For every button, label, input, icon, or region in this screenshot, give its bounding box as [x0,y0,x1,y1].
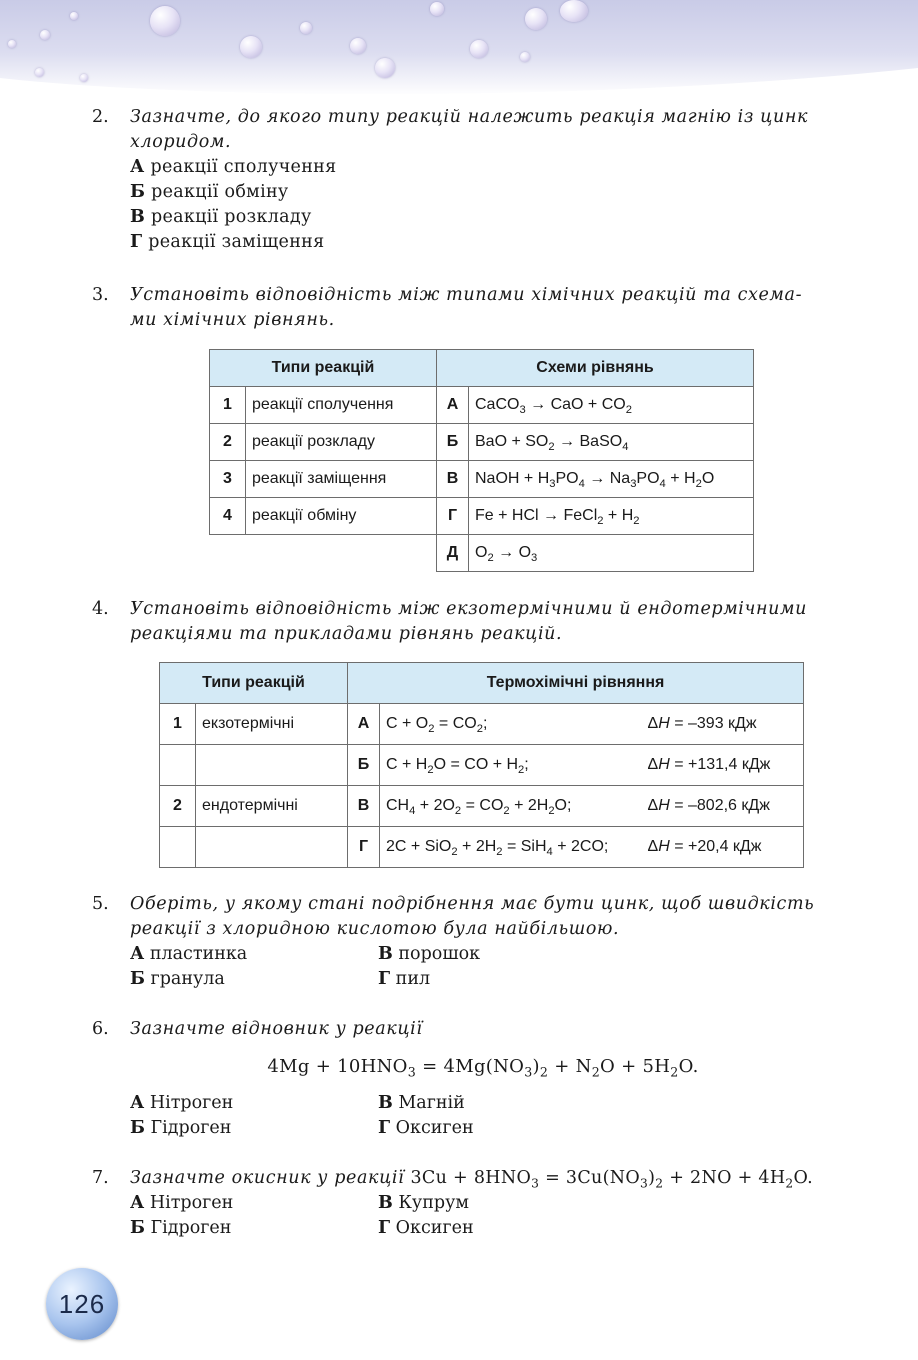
reaction-equation: $4Mg + 10HNO_3 = 4Mg(NO_3)_2 + N_2O + 5H_2O$. [267,1056,699,1080]
bubble-decoration [8,40,16,48]
bubble-decoration [520,52,530,62]
option-v: В реакції розкладу [130,207,312,227]
row-letter: Г [437,498,469,535]
row-letter: А [437,387,469,424]
question-6 [92,1017,836,1141]
bubble-decoration [70,12,78,20]
bubble-decoration [525,8,547,30]
row-number: 1 [210,387,246,424]
bubble-decoration [375,58,395,78]
bubble-decoration [35,68,44,77]
row-letter: Б [437,424,469,461]
question-number: 3. [92,285,109,305]
reaction-type: ендотермічні [196,786,348,827]
row-letter: Д [437,535,469,572]
question-text: Установіть відповідність між екзотермічними й ендотермічними реакціями та прикладами рівнянь реакцій. [130,599,807,644]
header-equation-schemes: Схеми рівнянь [437,350,754,387]
enthalpy: ΔH = –393 кДж [642,704,804,745]
option-a: А Нітроген [130,1093,234,1113]
equation-scheme: $O_2 \to O_3$ [469,535,754,572]
option-a: А Нітроген [130,1193,234,1213]
question-4 [92,597,836,647]
row-letter: Б [348,745,380,786]
bubble-decoration [300,22,312,34]
equation-scheme: NaOH + $H_3PO_4 \to Na_3PO_4 + H_2O$ [469,461,754,498]
option-b: Б Гідроген [130,1118,232,1138]
row-number: 1 [160,704,196,745]
header-reaction-types: Типи реакцій [210,350,437,387]
option-g: Г Оксиген [378,1218,474,1238]
question-number: 2. [92,107,109,127]
thermochemical-table [159,662,804,868]
row-number: 3 [210,461,246,498]
bubble-decoration [560,0,588,22]
reaction-types-table [209,349,754,572]
question-text: Установіть відповідність між типами хімічних реакцій та схема- ми хімічних рівнянь. [130,285,803,330]
reaction-type: реакції заміщення [246,461,437,498]
option-g: Г пил [378,969,431,989]
question-number: 5. [92,894,109,914]
bubble-decoration [150,6,180,36]
equation-scheme: CaCO$_3$ → CaO + $CO_2$ [469,387,754,424]
option-a: А пластинка [130,944,248,964]
option-b: Б Гідроген [130,1218,232,1238]
enthalpy: ΔH = +131,4 кДж [642,745,804,786]
question-text: Оберіть, у якому стані подрібнення має бути цинк, щоб швидкість реакції з хлоридною кислотою була найбільшою. [130,894,815,939]
bubble-decoration [430,2,444,16]
equation: $C + H_2O$ = CO + $H_2$; [380,745,642,786]
bubble-decoration [40,30,50,40]
option-v: В порошок [378,944,481,964]
option-v: В Купрум [378,1193,469,1213]
row-letter: В [348,786,380,827]
row-number: 2 [210,424,246,461]
bubble-decoration [470,40,488,58]
question-text: Зазначте відновник у реакції [130,1019,423,1039]
equation-scheme: Fe + HCl → FeCl$_2$ + $H_2$ [469,498,754,535]
enthalpy: ΔH = +20,4 кДж [642,827,804,868]
equation: $2C + SiO_2 + 2H_2 = SiH_4 + 2CO$; [380,827,642,868]
question-5 [92,892,836,992]
header-wave [0,60,918,110]
row-letter: Г [348,827,380,868]
bubble-decoration [350,38,366,54]
reaction-type: екзотермічні [196,704,348,745]
reaction-type: реакції розкладу [246,424,437,461]
row-letter: А [348,704,380,745]
header-reaction-types: Типи реакцій [160,663,348,704]
reaction-type [196,827,348,868]
reaction-equation: $3Cu + 8HNO_3 = 3Cu(NO_3)_2 + 2NO + 4H_2O$. [410,1168,814,1191]
option-a: А реакції сполучення [130,157,337,177]
question-number: 6. [92,1019,109,1039]
question-number: 4. [92,599,109,619]
option-b: Б гранула [130,969,225,989]
options-grid [130,1091,836,1141]
bubble-decoration [240,36,262,58]
question-3 [92,283,836,333]
option-g: Г Оксиген [378,1118,474,1138]
option-g: Г реакції заміщення [130,232,325,252]
question-7 [92,1166,836,1241]
row-number [160,827,196,868]
options-grid [130,1191,836,1241]
equation: $C + O_2 = CO_2$; [380,704,642,745]
row-letter: В [437,461,469,498]
question-text: Зазначте, до якого типу реакцій належить реакція магнію із цинк хлоридом. [130,107,808,152]
option-v: В Магній [378,1093,465,1113]
question-text: Зазначте окисник у реакції $3Cu + 8HNO_3 = 3Cu(NO_3)_2 + 2NO + 4H_2O$. [130,1168,814,1191]
question-number: 7. [92,1168,109,1188]
reaction-type: реакції обміну [246,498,437,535]
question-2 [92,105,836,255]
row-number: 2 [160,786,196,827]
page-number: 126 [46,1268,118,1340]
reaction-type: реакції сполучення [246,387,437,424]
row-number [160,745,196,786]
header-thermochemical-equations: Термохімічні рівняння [348,663,804,704]
equation: $CH_4 + 2O_2 = CO_2 + 2H_2O$; [380,786,642,827]
option-b: Б реакції обміну [130,182,289,202]
row-number: 4 [210,498,246,535]
options-grid [130,942,836,992]
bubble-decoration [80,74,88,82]
equation-scheme: BaO + $SO_2$ → BaSO$_4$ [469,424,754,461]
enthalpy: ΔH = –802,6 кДж [642,786,804,827]
reaction-type [196,745,348,786]
